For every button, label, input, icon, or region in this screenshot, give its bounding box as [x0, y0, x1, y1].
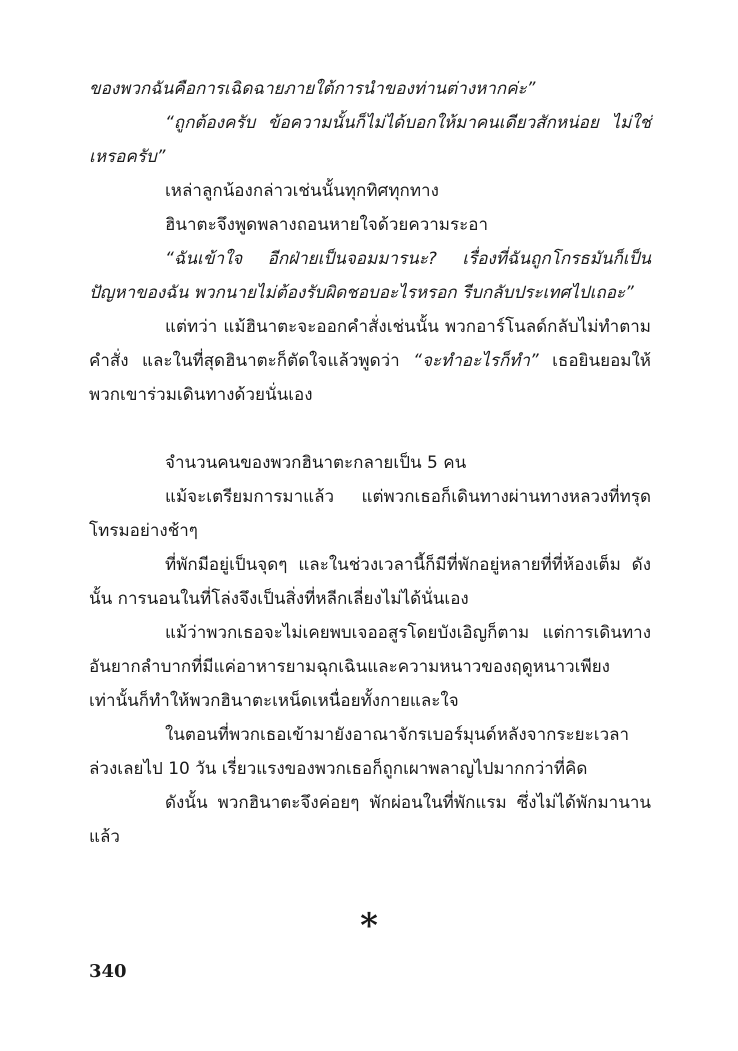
paragraph-7: จำนวนคนของพวกฮินาตะกลายเป็น 5 คน: [165, 453, 467, 473]
paragraph-9: ที่พักมีอยู่เป็นจุดๆ และในช่วงเวลานี้ก็มีที่พักอยู่หลายที่ที่ห้องเต็ม ดังนั้น การนอนในที่โล่งจึงเป็นสิ่งที่หลีกเลี่ยงไม่ได้นั่นเอง: [89, 555, 651, 609]
paragraph-10: แม้ว่าพวกเธอจะไม่เคยพบเจออสูรโดยบังเอิญก็ตาม แต่การเดินทางอันยากลำบากที่มีแค่อาหารยามฉุกเฉินและความหนาวของฤดูหนาวเพียงเท่านั้นก็ทำให้พวกฮินาตะเหน็ดเหนื่อยทั้งกายและใจ: [89, 623, 651, 711]
paragraph-4: ฮินาตะจึงพูดพลางถอนหายใจด้วยความระอา: [165, 215, 489, 235]
paragraph-2: “ถูกต้องครับ ข้อความนั้นก็ไม่ได้บอกให้มาคนเดียวสักหน่อย ไม่ใช่เหรอครับ”: [89, 113, 651, 167]
section-divider-asterisk: *: [360, 906, 378, 946]
body-text: [89, 72, 651, 854]
paragraph-1: ของพวกฉันคือการเฉิดฉายภายใต้การนำของท่านต่างหากค่ะ”: [89, 79, 536, 99]
paragraph-3: เหล่าลูกน้องกล่าวเช่นนั้นทุกทิศทุกทาง: [165, 181, 439, 201]
paragraph-6-part-3: เธอยินยอมให้พวกเขาร่วมเดินทางด้วยนั่นเอง: [89, 351, 651, 405]
paragraph-11: ในตอนที่พวกเธอเข้ามายังอาณาจักรเบอร์มุนด์หลังจากระยะเวลาล่วงเลยไป 10 วัน เรี่ยวแรงของพวกเธอก็ถูกเผาพลาญไปมากกว่าที่คิด: [89, 725, 630, 779]
paragraph-6-part-1: แต่ทว่า แม้ฮินาตะจะออกคำสั่งเช่นนั้น พวกอาร์โนลด์กลับไม่ทำตามคำสั่ง และในที่สุดฮินาตะก็ตัดใจแล้วพูดว่า: [89, 317, 651, 371]
paragraph-12: ดังนั้น พวกฮินาตะจึงค่อยๆ พักผ่อนในที่พักแรม ซึ่งไม่ได้พักมานานแล้ว: [89, 793, 651, 847]
page-number: 340: [89, 961, 127, 982]
section-gap: [89, 412, 651, 446]
paragraph-5: “ฉันเข้าใจ อีกฝ่ายเป็นจอมมารนะ? เรื่องที่ฉันถูกโกรธมันก็เป็นปัญหาของฉัน พวกนายไม่ต้องรับผิดชอบอะไรหรอก รีบกลับประเทศไปเถอะ”: [89, 249, 651, 303]
paragraph-6: [89, 310, 651, 412]
paragraph-8: แม้จะเตรียมการมาแล้ว แต่พวกเธอก็เดินทางผ่านทางหลวงที่ทรุดโทรมอย่างช้าๆ: [89, 487, 651, 541]
paragraph-6-quote: “จะทำอะไรก็ทำ”: [413, 351, 539, 371]
